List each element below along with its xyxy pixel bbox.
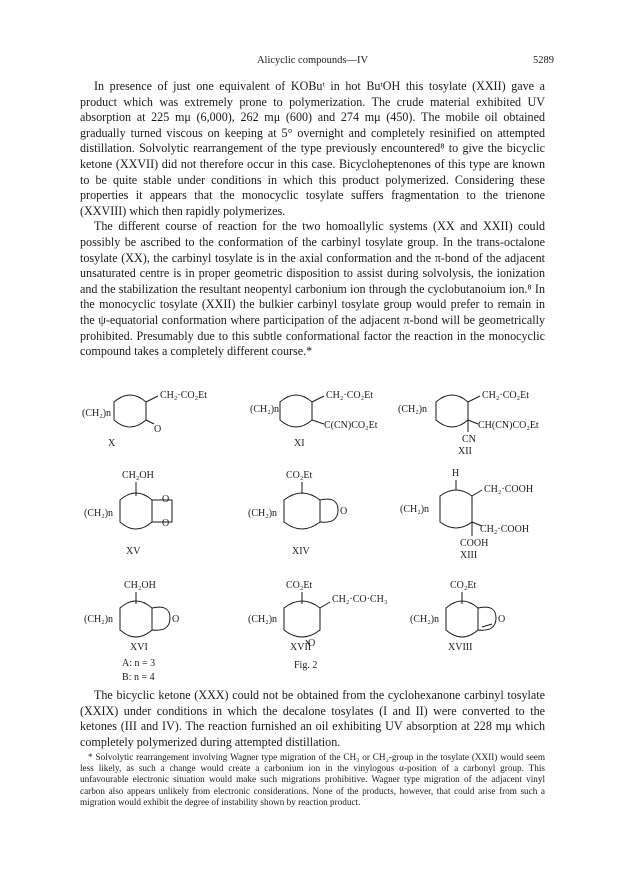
paragraph-3: The bicyclic ketone (XXX) could not be obtained from the cyclohexanone carbinyl tosylate (XXIX) under conditions in which the decalone tosylates (I and II) were converted to the ketones (III and IV). The reaction furnished an oil exhibiting UV absorption at 228 mμ which completely polymerized during attempted distillation. — [80, 688, 545, 749]
xviii-oxo: O — [498, 614, 506, 625]
xv-ring-label: (CH₂)n — [84, 508, 114, 519]
xiv-cyclopentanone — [320, 499, 338, 522]
xvii-ring — [284, 601, 320, 637]
xvi-substituent: CH₂OH — [124, 580, 156, 591]
xvii-label: XVII — [290, 642, 312, 653]
xiii-substituent-mid: CH₂·COOH — [480, 524, 530, 535]
compound-xiv — [248, 470, 347, 557]
figure-2 — [80, 384, 550, 684]
compound-xv — [84, 470, 172, 557]
compound-xii — [398, 390, 539, 457]
body-text-bottom — [80, 688, 545, 750]
ring-xi — [280, 395, 312, 427]
compound-xi — [250, 390, 378, 449]
compound-xviii — [410, 580, 505, 653]
xiii-h: H — [452, 468, 460, 479]
legend-b: B: n = 4 — [122, 672, 155, 683]
xv-o-top: O — [162, 494, 170, 505]
xiii-substituent-top: CH₂·COOH — [484, 484, 534, 495]
xiv-ring-label: (CH₂)n — [248, 508, 278, 519]
xv-o-bottom: O — [162, 518, 170, 529]
xiv-oxo: O — [340, 506, 348, 517]
xiv-ring — [284, 493, 320, 529]
xiii-substituent-bottom: COOH — [460, 538, 489, 549]
paragraph-2: The different course of reaction for the two homoallylic systems (XX and XXII) could possibly be ascribed to the conformation of the carbinyl tosylate group. In the trans-octalone tosylate (XX), the carbinyl tosylate is in the axial conformation and the π-bond of the adjacent unsaturated centre is in proper geometric disposition to assist during solvolysis, the ionization and the stabilization the resultant neopentyl carbonium ion through the cyclobutanoium ion.⁸ In the monocyclic tosylate (XXII) the bulkier carbinyl tosylate group would prefer to remain in the ψ-equatorial conformation where participation of the adjacent π-bond will be geometrically prohibited. Presumably due to this subtle conformational factor the reaction in the monocyclic compound takes a completely different course.* — [80, 219, 545, 359]
xviii-ring — [446, 601, 478, 637]
xiii-ring-label: (CH₂)n — [400, 504, 430, 515]
xi-ring-label: (CH₂)n — [250, 404, 280, 415]
xii-ring-label: (CH₂)n — [398, 404, 428, 415]
xii-substituent-bottom: CN — [462, 434, 476, 445]
x-substituent: CH₂·CO₂Et — [160, 390, 207, 401]
xii-substituent-top: CH₂·CO₂Et — [482, 390, 529, 401]
xvi-label: XVI — [130, 642, 148, 653]
xvii-ring-label: (CH₂)n — [248, 614, 278, 625]
ring-xii — [436, 395, 468, 427]
compound-xvi — [84, 580, 179, 683]
xvi-oxo: O — [172, 614, 180, 625]
xii-label: XII — [458, 446, 472, 457]
xvi-ring-label: (CH₂)n — [84, 614, 114, 625]
xiii-label: XIII — [460, 550, 478, 561]
xiii-ring — [440, 490, 472, 528]
xvi-ring — [120, 601, 152, 637]
xi-substituent-top: CH₂·CO₂Et — [326, 390, 373, 401]
legend-a: A: n = 3 — [122, 658, 156, 669]
xvi-cyclopentanone — [152, 607, 170, 630]
page-number: 5289 — [533, 55, 554, 66]
xviii-label: XVIII — [448, 642, 473, 653]
xiv-label: XIV — [292, 546, 310, 557]
running-title: Alicyclic compounds—IV — [256, 55, 369, 66]
chemical-structures — [80, 384, 550, 684]
x-oxo: O — [154, 424, 162, 435]
x-ring-label: (CH₂)n — [82, 408, 112, 419]
xi-label: XI — [294, 438, 305, 449]
footnote-text: * Solvolytic rearrangement involving Wagner type migration of the CH₃ or CH₂-group in the tosylate (XXII) would seem less likely, as such a change would create a carbonium ion in the vinylogous α-position of a carbonyl group. This unfavourable electronic situation would make such migrations prohibitive. Wagner type migration of the adjacent vinyl carbon also appears unlikely from electronic considerations. None of the products, however, that could arise from such a migration would exhibit the degree of instability shown by reaction product. — [80, 752, 545, 807]
paragraph-1: In presence of just one equivalent of KOBuᵗ in hot BuᵗOH this tosylate (XXII) gave a product which was extremely prone to polymerization. The crude material exhibited UV absorption at 225 mμ (6,000), 262 mμ (600) and 274 mμ (450). The mobile oil obtained gradually turned viscous on keeping at 5° overnight and completely resinified on attempted distillation. Solvolytic rearrangement of the type previously encountered⁸ to give the bicyclic ketone (XXVII) did not therefore occur in this case. Bicycloheptenones of this type are known to be quite stable under conditions in which this product polymerized. Considering these properties it appears that the monocyclic tosylate suffers fragmentation to the trienone (XXVIII) which then rapidly polymerizes. — [80, 79, 545, 218]
xi-substituent-bottom: C(CN)CO₂Et — [324, 420, 378, 431]
xv-ring — [120, 493, 152, 529]
compound-xiii — [400, 468, 533, 561]
x-label: X — [108, 438, 116, 449]
compound-xvii — [248, 580, 387, 653]
xvii-oxo: O — [308, 638, 316, 649]
body-text-top — [80, 79, 545, 360]
footnote — [80, 752, 545, 808]
ring-x — [114, 395, 146, 427]
xviii-ring-label: (CH₂)n — [410, 614, 440, 625]
xvii-substituent-top: CO₂Et — [286, 580, 313, 591]
xii-substituent-mid: CH(CN)CO₂Et — [478, 420, 539, 431]
xv-label: XV — [126, 546, 141, 557]
xvii-substituent-side: CH₂·CO·CH₃ — [332, 594, 388, 605]
xviii-substituent: CO₂Et — [450, 580, 477, 591]
xiv-substituent: CO₂Et — [286, 470, 313, 481]
figure-caption: Fig. 2 — [294, 660, 318, 671]
compound-x — [82, 390, 207, 449]
xv-substituent: CH₂OH — [122, 470, 154, 481]
xviii-cyclopentenone — [478, 607, 496, 630]
